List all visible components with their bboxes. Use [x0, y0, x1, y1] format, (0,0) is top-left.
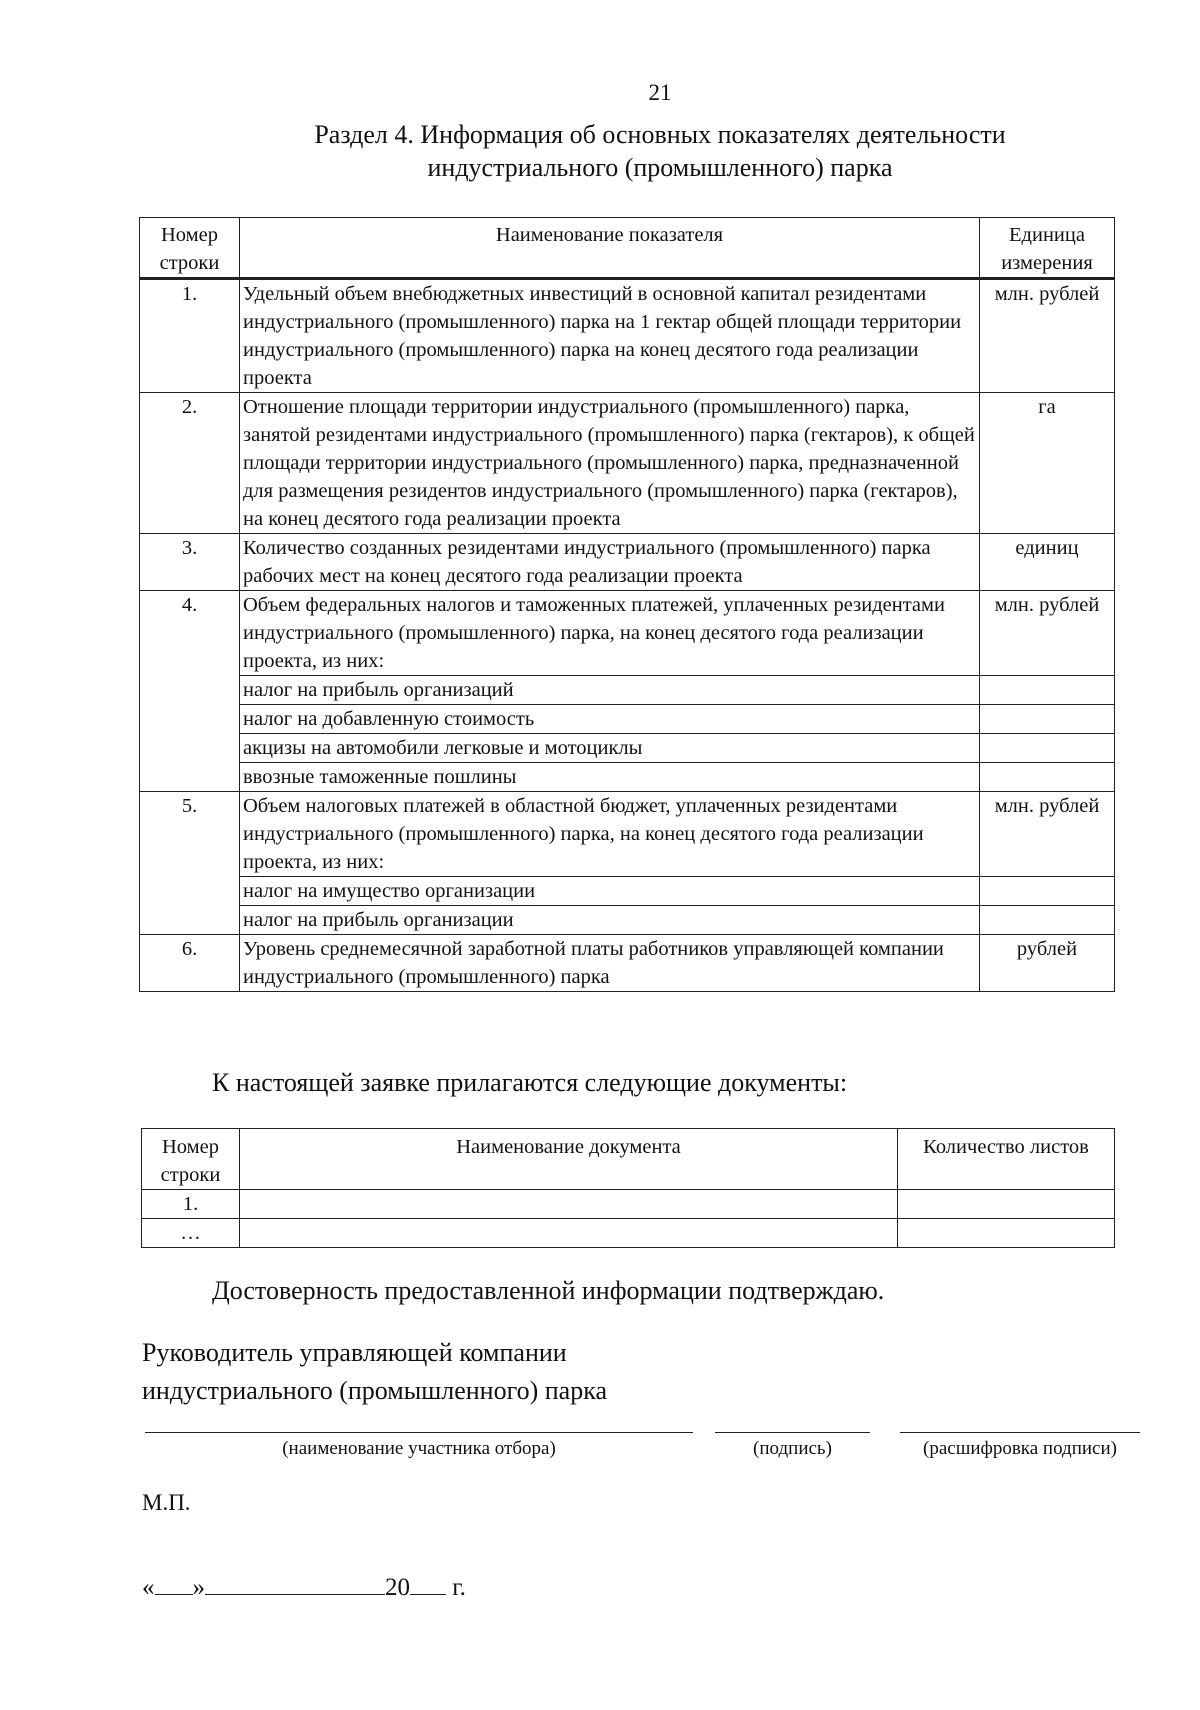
table-subrow	[140, 734, 1115, 763]
indicator-subitem: ввозные таможенные пошлины	[240, 763, 980, 792]
indicator-unit-empty	[980, 763, 1115, 792]
table-subrow	[140, 763, 1115, 792]
indicator-name: Удельный объем внебюджетных инвестиций в основной капитал резидентами индустриального (промышленного) парка на 1 гектар общей площади территории индустриального (промышленного) парка на конец десятого года реализации проекта	[240, 279, 980, 393]
table-row	[142, 1219, 1115, 1248]
month-blank	[205, 1572, 385, 1595]
table-row	[140, 792, 1115, 877]
signature-decoding-caption: (расшифровка подписи)	[923, 1438, 1117, 1459]
indicator-name: Объем федеральных налогов и таможенных платежей, уплаченных резидентами индустриального (промышленного) парка, на конец десятого года реализации проекта, из них:	[240, 591, 980, 676]
header-unit: Единица измерения	[980, 218, 1115, 279]
sheet-count-cell	[898, 1190, 1115, 1219]
header-row-number: Номер строки	[140, 218, 240, 279]
indicator-subitem: акцизы на автомобили легковые и мотоциклы	[240, 734, 980, 763]
day-blank	[155, 1572, 193, 1595]
indicator-unit-empty	[980, 877, 1115, 906]
date-close-quote: »	[192, 1574, 205, 1601]
table-row	[140, 591, 1115, 676]
indicator-unit-empty	[980, 734, 1115, 763]
indicator-name: Количество созданных резидентами индустриального (промышленного) парка рабочих мест на конец десятого года реализации проекта	[240, 534, 980, 591]
section-title	[0, 118, 1200, 184]
section-title-line-1: Раздел 4. Информация об основных показателях деятельности	[314, 120, 1006, 149]
header-document-name: Наименование документа	[240, 1129, 898, 1190]
documents-table	[141, 1128, 1115, 1248]
table-row	[142, 1190, 1115, 1219]
year-blank	[410, 1572, 446, 1595]
indicator-unit: млн. рублей	[980, 591, 1115, 676]
header-indicator-name: Наименование показателя	[240, 218, 980, 279]
documents-table-header	[142, 1129, 1115, 1190]
header-row-number: Номер строки	[142, 1129, 240, 1190]
table-row	[140, 393, 1115, 534]
participant-name-line	[145, 1432, 693, 1433]
row-number: 6.	[140, 935, 240, 992]
attachments-heading: К настоящей заявке прилагаются следующие документы:	[212, 1068, 848, 1097]
row-number: 5.	[140, 792, 240, 935]
document-name-cell	[240, 1219, 898, 1248]
indicator-name: Уровень среднемесячной заработной платы работников управляющей компании индустриального (промышленного) парка	[240, 935, 980, 992]
indicator-unit: рублей	[980, 935, 1115, 992]
document-name-cell	[240, 1190, 898, 1219]
indicator-subitem: налог на прибыль организаций	[240, 676, 980, 705]
sheet-count-cell	[898, 1219, 1115, 1248]
row-number: 1.	[140, 279, 240, 393]
indicator-subitem: налог на прибыль организации	[240, 906, 980, 935]
date-open-quote: «	[142, 1574, 155, 1601]
table-subrow	[140, 676, 1115, 705]
section-title-line-2: индустриального (промышленного) парка	[427, 153, 893, 182]
header-sheet-count: Количество листов	[898, 1129, 1115, 1190]
table-row	[140, 935, 1115, 992]
indicator-unit-empty	[980, 705, 1115, 734]
date-line	[142, 1572, 466, 1602]
indicators-table-header	[140, 218, 1115, 279]
signature-caption: (подпись)	[753, 1438, 832, 1459]
indicator-subitem: налог на добавленную стоимость	[240, 705, 980, 734]
indicator-name: Отношение площади территории индустриального (промышленного) парка, занятой резидентами индустриального (промышленного) парка (гектаров), к общей площади территории индустриального (промышленного) парка, предназначенной для размещения резидентов индустриального (промышленного) парка (гектаров), на конец десятого года реализации проекта	[240, 393, 980, 534]
manager-title-line-1: Руководитель управляющей компании	[142, 1338, 567, 1367]
table-subrow	[140, 877, 1115, 906]
indicator-unit: га	[980, 393, 1115, 534]
manager-title-line-2: индустриального (промышленного) парка	[142, 1376, 607, 1405]
row-number: 3.	[140, 534, 240, 591]
signature-decoding-line	[900, 1432, 1140, 1433]
indicators-table	[139, 217, 1115, 992]
manager-title	[142, 1334, 607, 1410]
page-number: 21	[648, 80, 672, 105]
year-suffix: г.	[452, 1574, 466, 1601]
signature-line	[715, 1432, 870, 1433]
indicator-unit: млн. рублей	[980, 279, 1115, 393]
row-number: …	[142, 1219, 240, 1248]
table-subrow	[140, 705, 1115, 734]
row-number: 2.	[140, 393, 240, 534]
indicator-unit-empty	[980, 676, 1115, 705]
indicator-subitem: налог на имущество организации	[240, 877, 980, 906]
participant-name-caption: (наименование участника отбора)	[282, 1438, 556, 1459]
table-row	[140, 279, 1115, 393]
indicator-unit: млн. рублей	[980, 792, 1115, 877]
table-subrow	[140, 906, 1115, 935]
row-number: 4.	[140, 591, 240, 792]
table-row	[140, 534, 1115, 591]
indicator-unit: единиц	[980, 534, 1115, 591]
confirmation-text: Достоверность предоставленной информации подтверждаю.	[212, 1276, 885, 1305]
indicator-name: Объем налоговых платежей в областной бюджет, уплаченных резидентами индустриального (промышленного) парка, на конец десятого года реализации проекта, из них:	[240, 792, 980, 877]
stamp-placeholder: М.П.	[142, 1490, 191, 1515]
row-number: 1.	[142, 1190, 240, 1219]
indicator-unit-empty	[980, 906, 1115, 935]
year-prefix: 20	[385, 1574, 410, 1601]
